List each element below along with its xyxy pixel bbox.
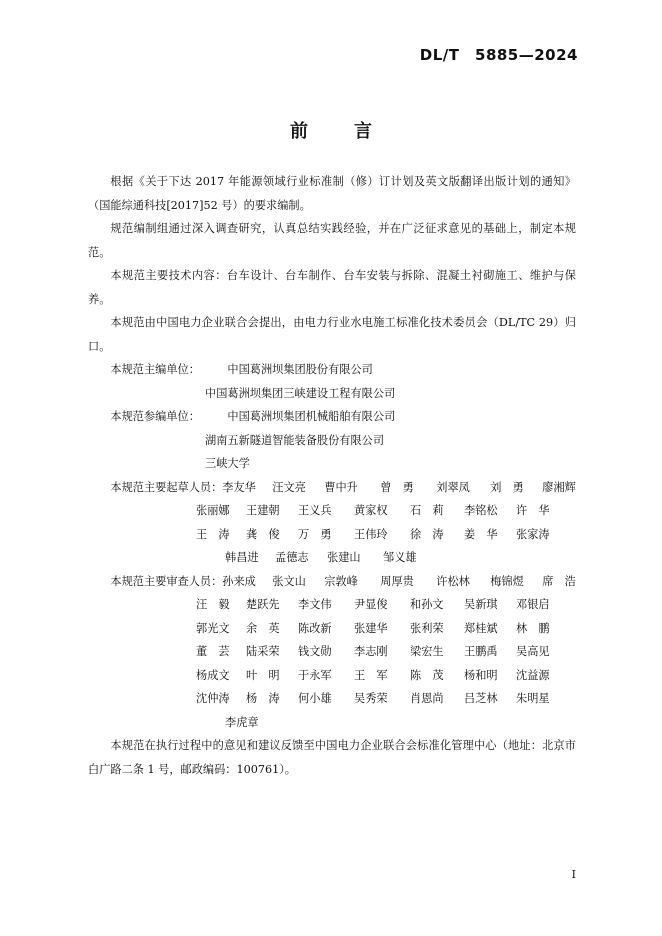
reviewer-name: 李志刚	[354, 645, 388, 658]
drafter-name: 黄家权	[354, 504, 388, 517]
reviewers-label: 本规范主要审查人员：	[110, 574, 223, 588]
chief-units-block	[88, 358, 576, 405]
drafter-name: 李友华	[222, 480, 256, 494]
standard-code: DL/T 5885—2024	[419, 46, 578, 64]
chief-units-label: 本规范主编单位：	[110, 363, 200, 376]
reviewer-name: 杨和明	[464, 668, 498, 682]
reviewer-name: 吴秀荣	[354, 692, 388, 705]
drafter-name: 张丽娜	[196, 504, 230, 517]
reviewer-name: 董 芸	[196, 645, 230, 658]
reviewer-name: 杨成文	[196, 668, 230, 682]
drafter-name: 张建山	[327, 551, 361, 564]
reviewer-name: 和孙文	[410, 598, 444, 611]
drafter-name: 王建朝	[246, 504, 280, 517]
drafter-name: 刘翠凤	[436, 480, 470, 494]
drafter-name: 曾 勇	[380, 480, 414, 494]
reviewer-name: 席 浩	[542, 574, 576, 588]
drafter-name: 许 华	[516, 504, 550, 517]
drafter-name: 徐 涛	[410, 527, 444, 541]
drafter-name: 廖湘辉	[542, 480, 576, 494]
reviewer-name: 许松林	[436, 574, 470, 588]
reviewer-name: 陆采荣	[246, 645, 280, 658]
drafter-name: 张家涛	[516, 527, 550, 541]
reviewer-name: 余 英	[246, 621, 280, 635]
reviewer-name: 陈改新	[298, 621, 332, 635]
page-number: I	[571, 868, 576, 881]
drafters-label: 本规范主要起草人员：	[110, 480, 223, 494]
participating-unit-item: 中国葛洲坝集团机械船舶有限公司	[227, 410, 396, 423]
chief-unit-item: 中国葛洲坝集团股份有限公司	[227, 363, 373, 376]
reviewer-name: 沈仲涛	[196, 692, 230, 705]
drafter-name: 李铭松	[464, 504, 498, 517]
reviewer-name: 楚跃先	[246, 598, 280, 611]
reviewer-name: 吴高见	[516, 645, 550, 658]
paragraph-method: 规范编制组通过深入调查研究，认真总结实践经验，并在广泛征求意见的基础上，制定本规范。	[88, 222, 576, 259]
drafter-name: 韩昌进	[225, 551, 259, 564]
reviewer-name: 钱文勋	[298, 645, 332, 658]
drafter-name: 王伟玲	[354, 527, 388, 541]
reviewer-name: 张文山	[272, 574, 306, 588]
paragraph-origin: 根据《关于下达 2017 年能源领域行业标准制（修）订计划及英文版翻译出版计划的通知》（国能综通科技[2017]52 号）的要求编制。	[88, 175, 576, 212]
reviewer-name: 王 军	[354, 668, 388, 682]
reviewer-name: 周厚贵	[380, 574, 414, 588]
reviewer-name: 于永军	[298, 668, 332, 682]
reviewer-name: 何小雄	[298, 692, 332, 705]
paragraph-feedback: 本规范在执行过程中的意见和建议反馈至中国电力企业联合会标准化管理中心（地址：北京市白广路二条 1 号，邮政编码：100761）。	[88, 739, 576, 776]
reviewer-name: 郑桂斌	[464, 621, 498, 635]
reviewer-name: 杨 涛	[246, 692, 280, 705]
reviewer-name: 吴新琪	[464, 598, 498, 611]
participating-units-block	[88, 405, 576, 476]
drafter-name: 曹中升	[324, 480, 358, 494]
reviewer-name: 吕芝林	[464, 692, 498, 705]
drafter-name: 王 涛	[196, 527, 230, 541]
chief-unit-item: 中国葛洲坝集团三峡建设工程有限公司	[205, 386, 396, 400]
drafter-name: 邹义雄	[383, 551, 417, 564]
drafter-name: 孟德志	[275, 551, 309, 564]
reviewer-name: 梅锦煜	[490, 574, 524, 588]
paragraph-proposer: 本规范由中国电力企业联合会提出，由电力行业水电施工标准化技术委员会（DL/TC 29）归口。	[88, 316, 576, 353]
paragraph-contents: 本规范主要技术内容：台车设计、台车制作、台车安装与拆除、混凝土衬砌施工、维护与保养。	[88, 269, 576, 306]
reviewer-name: 宗敦峰	[324, 574, 358, 588]
reviewer-name: 肖恩尚	[410, 692, 444, 705]
drafter-name: 刘 勇	[490, 480, 524, 494]
reviewer-name: 汪 毅	[196, 598, 230, 611]
reviewers-block	[88, 570, 576, 735]
drafters-block	[88, 476, 576, 570]
reviewer-name: 李文伟	[298, 598, 332, 611]
page-title: 前 言	[290, 121, 386, 142]
participating-unit-item: 三峡大学	[205, 457, 250, 470]
reviewer-name: 邓银启	[516, 598, 550, 611]
reviewer-name: 李虎章	[225, 715, 259, 729]
document-body	[88, 170, 576, 781]
drafter-name: 龚 俊	[246, 527, 280, 541]
reviewer-name: 沈益源	[516, 668, 550, 682]
participating-units-label: 本规范参编单位：	[110, 410, 200, 423]
reviewer-name: 张利荣	[410, 621, 444, 635]
reviewer-name: 王鹏禹	[464, 645, 498, 658]
reviewer-name: 尹显俊	[354, 598, 388, 611]
drafter-name: 汪文亮	[272, 480, 306, 494]
reviewer-name: 林 鹏	[516, 621, 550, 635]
reviewer-name: 孙来成	[222, 574, 256, 588]
reviewer-name: 张建华	[354, 621, 388, 635]
reviewer-name: 叶 明	[246, 668, 280, 682]
drafter-name: 王义兵	[298, 504, 332, 517]
reviewer-name: 郭光文	[196, 621, 230, 635]
drafter-name: 石 莉	[410, 504, 444, 517]
participating-unit-item: 湖南五新隧道智能装备股份有限公司	[205, 433, 385, 447]
reviewer-name: 朱明星	[516, 692, 550, 705]
drafter-name: 姜 华	[464, 527, 498, 541]
reviewer-name: 梁宏生	[410, 645, 444, 658]
reviewer-name: 陈 茂	[410, 668, 444, 682]
drafter-name: 万 勇	[298, 527, 332, 541]
